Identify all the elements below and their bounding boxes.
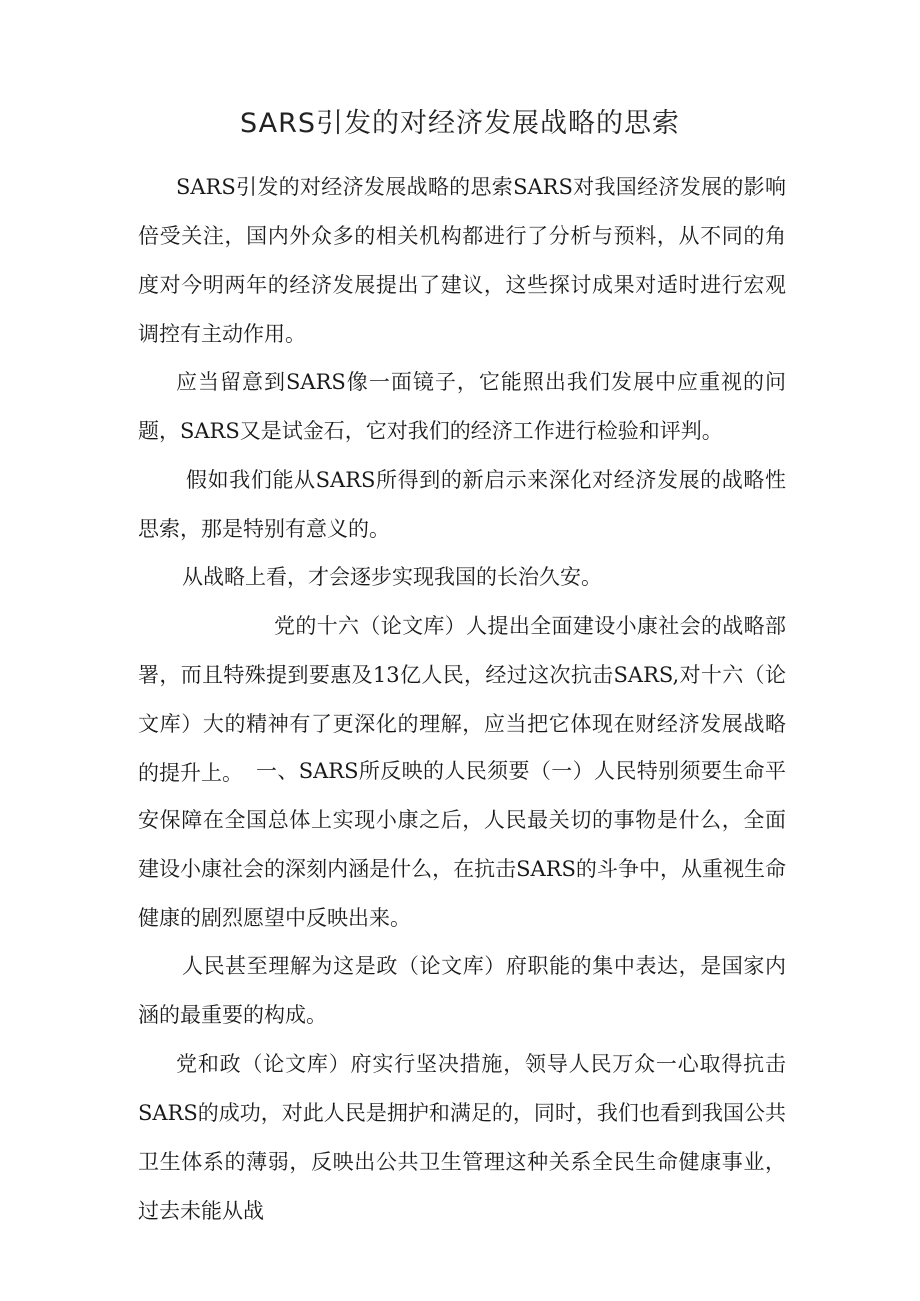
paragraph-3: 假如我们能从SARS所得到的新启示来深化对经济发展的战略性思索，那是特别有意义的。 [138, 468, 786, 541]
paragraph-6: 一、SARS所反映的人民须要（一）人民特别须要生命平安保障在全国总体上实现小康之后，人民最关切的事物是什么，全面建设小康社会的深刻内涵是什么，在抗击SARS的斗争中，从重视生命健康的剧烈愿望中反映出来。 [138, 759, 786, 930]
paragraph-1: SARS引发的对经济发展战略的思索SARS对我国经济发展的影响倍受关注，国内外众多的相关机构都进行了分析与预料，从不同的角度对今明两年的经济发展提出了建议，这些探讨成果对适时进行宏观调控有主动作用。 [138, 175, 786, 346]
paragraph-2: 应当留意到SARS像一面镜子，它能照出我们发展中应重视的问题，SARS又是试金石，它对我们的经济工作进行检验和评判。 [138, 370, 786, 443]
document-title: SARS引发的对经济发展战略的思索 [239, 108, 680, 139]
paragraph-5: 党的十六（论文库）人提出全面建设小康社会的战略部署，而且特殊提到要惠及13亿人民，经过这次抗击SARS,对十六（论文库）大的精神有了更深化的理解，应当把它体现在财经济发展战略的提升上。 [138, 614, 786, 785]
paragraph-8: 党和政（论文库）府实行坚决措施，领导人民万众一心取得抗击SARS的成功，对此人民是拥护和满足的，同时，我们也看到我国公共卫生体系的薄弱，反映出公共卫生管理这种关系全民生命健康事业，过去未能从战 [138, 1052, 786, 1223]
paragraph-4: 从战略上看，才会逐步实现我国的长治久安。 [182, 565, 602, 589]
paragraph-7: 人民甚至理解为这是政（论文库）府职能的集中表达，是国家内涵的最重要的构成。 [138, 954, 786, 1027]
